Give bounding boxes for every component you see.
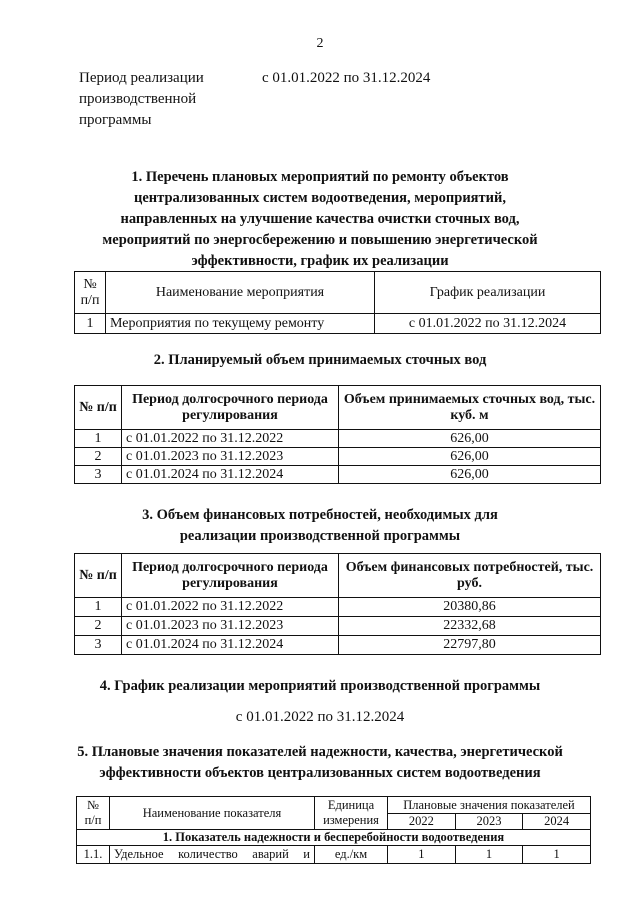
- header-year: 2023: [455, 814, 523, 830]
- cell-num: 3: [75, 466, 122, 484]
- title-line: направленных на улучшение качества очистки сточных вод,: [120, 211, 520, 227]
- table-row: [75, 617, 601, 636]
- cell-value: 626,00: [339, 466, 601, 484]
- header-unit: Единица измерения: [315, 797, 388, 830]
- title-line: 1. Перечень плановых мероприятий по ремонту объектов: [131, 169, 509, 185]
- cell-num: 1.1.: [77, 846, 110, 864]
- section3-title: [0, 505, 640, 547]
- section2-table: [74, 385, 601, 484]
- cell-num: 2: [75, 617, 122, 636]
- cell-value: 22332,68: [339, 617, 601, 636]
- cell-period: с 01.01.2024 по 31.12.2024: [122, 636, 339, 655]
- section3-table: [74, 553, 601, 655]
- table-row: [75, 314, 601, 334]
- section5-title: [0, 742, 640, 784]
- section5-table: [76, 796, 591, 864]
- title-line: централизованных систем водоотведения, мероприятий,: [134, 190, 506, 206]
- table-row: [75, 636, 601, 655]
- cell-value: 20380,86: [339, 598, 601, 617]
- period-value: с 01.01.2022 по 31.12.2024: [262, 70, 431, 86]
- title-line: эффективности, график их реализации: [191, 253, 449, 269]
- period-label-line: Период реализации: [79, 70, 204, 86]
- table-row: [75, 448, 601, 466]
- header-value: Объем финансовых потребностей, тыс. руб.: [339, 554, 601, 598]
- title-line: мероприятий по энергосбережению и повышению энергетической: [102, 232, 538, 248]
- period-label-line: программы: [79, 112, 152, 128]
- cell-period: с 01.01.2022 по 31.12.2022: [122, 598, 339, 617]
- section2-title: 2. Планируемый объем принимаемых сточных вод: [153, 352, 487, 368]
- cell-value: 1: [523, 846, 591, 864]
- header-year: 2024: [523, 814, 591, 830]
- header-period: Период долгосрочного периода регулирования: [122, 386, 339, 430]
- header-year: 2022: [388, 814, 456, 830]
- header-period: Период долгосрочного периода регулирования: [122, 554, 339, 598]
- cell-name: Удельное количество аварий и: [110, 846, 315, 864]
- cell-period: с 01.01.2023 по 31.12.2023: [122, 448, 339, 466]
- table-header-row: [75, 386, 601, 430]
- title-line: эффективности объектов централизованных систем водоотведения: [99, 765, 541, 781]
- cell-value: 1: [455, 846, 523, 864]
- table-row: [75, 466, 601, 484]
- cell-value: 22797,80: [339, 636, 601, 655]
- header-name: Наименование мероприятия: [106, 272, 375, 314]
- page-number: 2: [316, 36, 324, 51]
- title-line: 3. Объем финансовых потребностей, необходимых для: [142, 507, 498, 523]
- table-header-row: [77, 797, 591, 814]
- cell-schedule: с 01.01.2022 по 31.12.2024: [375, 314, 601, 334]
- period-label: [79, 68, 239, 131]
- cell-value: 626,00: [339, 448, 601, 466]
- cell-unit: ед./км: [315, 846, 388, 864]
- cell-value: 626,00: [339, 430, 601, 448]
- header-schedule: График реализации: [375, 272, 601, 314]
- section4-title: 4. График реализации мероприятий производственной программы: [99, 678, 541, 694]
- header-num: № п/п: [75, 554, 122, 598]
- table-header-row: [75, 272, 601, 314]
- header-planned: Плановые значения показателей: [388, 797, 591, 814]
- subheader: 1. Показатель надежности и бесперебойности водоотведения: [77, 830, 591, 846]
- header-value: Объем принимаемых сточных вод, тыс. куб. м: [339, 386, 601, 430]
- cell-period: с 01.01.2024 по 31.12.2024: [122, 466, 339, 484]
- section4-value: с 01.01.2022 по 31.12.2024: [235, 709, 405, 725]
- cell-value: 1: [388, 846, 456, 864]
- title-line: реализации производственной программы: [179, 528, 461, 544]
- cell-num: 2: [75, 448, 122, 466]
- table-row: [77, 846, 591, 864]
- title-line: 5. Плановые значения показателей надежности, качества, энергетической: [77, 744, 563, 760]
- cell-num: 3: [75, 636, 122, 655]
- header-num: № п/п: [75, 386, 122, 430]
- header-num: № п/п: [75, 272, 106, 314]
- period-label-line: производственной: [79, 91, 197, 107]
- cell-period: с 01.01.2023 по 31.12.2023: [122, 617, 339, 636]
- cell-name: Мероприятия по текущему ремонту: [106, 314, 375, 334]
- cell-period: с 01.01.2022 по 31.12.2022: [122, 430, 339, 448]
- header-num: № п/п: [77, 797, 110, 830]
- header-name: Наименование показателя: [110, 797, 315, 830]
- cell-num: 1: [75, 430, 122, 448]
- table-subheader-row: [77, 830, 591, 846]
- section1-title: [0, 167, 640, 272]
- cell-num: 1: [75, 598, 122, 617]
- table-header-row: [75, 554, 601, 598]
- table-row: [75, 430, 601, 448]
- section1-table: [74, 271, 601, 334]
- table-row: [75, 598, 601, 617]
- cell-num: 1: [75, 314, 106, 334]
